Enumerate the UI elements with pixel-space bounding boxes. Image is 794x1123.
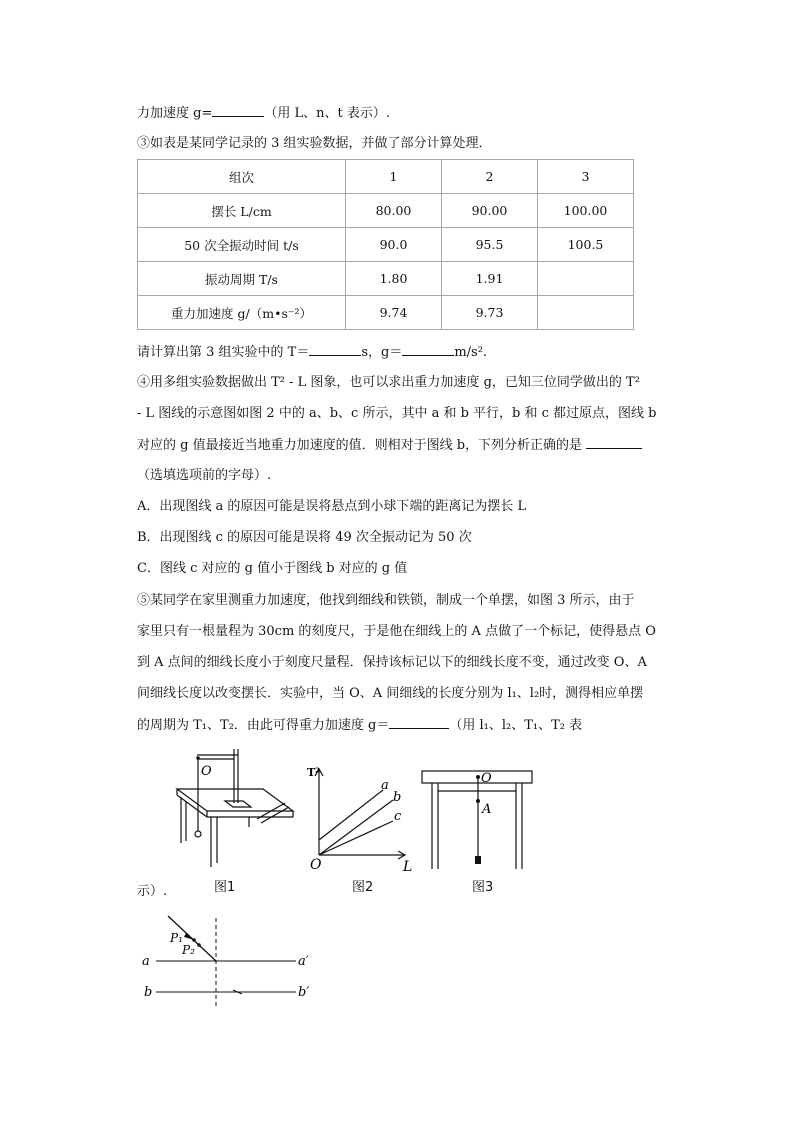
text-line-p4-2: - L 图线的示意图如图 2 中的 a、b、c 所示，其中 a 和 b 平行，b 和 c 都过原点，图线 b [137,406,657,421]
fig3-label-O: O [481,771,492,786]
answer-blank-g2[interactable] [389,716,449,729]
text-line-p5-6: 示）. [137,884,168,899]
fig3-label-A: A [482,802,492,817]
table-header-row [138,160,634,194]
fig4-label-b: b [144,985,153,1000]
table-row [138,262,634,296]
text-line-p5-4: 间细线长度以改变摆长．实验中，当 O、A 间细线的长度分别为 l₁、l₂时，测得相应单摆 [137,686,644,701]
table-cell: 重力加速度 g/（m•s⁻²） [138,296,346,330]
fig2-label-b: b [393,790,402,805]
fig4-label-b-prime: b′ [298,985,310,1000]
answer-blank-T[interactable] [309,343,361,356]
text-line-p4-1: ④用多组实验数据做出 T² - L 图象，也可以求出重力加速度 g，已知三位同学做出的 T² [137,375,640,390]
answer-blank-g[interactable] [402,343,454,356]
table-cell: 9.73 [442,296,538,330]
text-line-p5-1: ⑤某同学在家里测重力加速度，他找到细线和铁锁，制成一个单摆，如图 3 所示，由于 [137,593,635,608]
table-cell [538,262,634,296]
table-cell: 摆长 L/cm [138,194,346,228]
table-cell: 9.74 [346,296,442,330]
fig2-label-a: a [381,778,389,793]
table-cell: 50 次全振动时间 t/s [138,228,346,262]
text-line-g-formula: 力加速度 g= （用 L、n、t 表示）. [137,106,390,121]
fig1-label-O: O [201,764,212,779]
fig2-label-c: c [394,809,402,824]
table-cell: 90.0 [346,228,442,262]
option-c: C．图线 c 对应的 g 值小于图线 b 对应的 g 值 [137,561,408,576]
table-cell: 1.80 [346,262,442,296]
table-row [138,228,634,262]
graph-line-c [319,821,393,855]
table-cell [538,296,634,330]
table-cell: 1.91 [442,262,538,296]
table-row [138,194,634,228]
table-cell: 2 [442,160,538,194]
answer-blank[interactable] [212,104,264,117]
text-line-calc: 请计算出第 3 组实验中的 T＝ s，g＝ m/s². [137,345,488,360]
fig4-label-a-prime: a′ [298,954,309,969]
fig2-ylabel: T² [307,766,321,779]
table-cell: 100.00 [538,194,634,228]
fig2-xlabel: L [403,859,413,872]
option-a: A．出现图线 a 的原因可能是误将悬点到小球下端的距离记为摆长 L [137,499,527,514]
text-line-p5-2: 家里只有一根量程为 30cm 的刻度尺，于是他在细线上的 A 点做了一个标记，使得悬点 O [137,624,656,639]
table-cell: 组次 [138,160,346,194]
text-line-p4-4: （选填选项前的字母）. [137,468,272,483]
table-cell: 95.5 [442,228,538,262]
figure-3-home-pendulum [420,765,535,871]
table-cell: 3 [538,160,634,194]
figure-2-caption: 图2 [352,880,374,895]
text-line-p5-5: 的周期为 T₁、T₂．由此可得重力加速度 g＝ （用 l₁、l₂、T₁、T₂ 表 [137,718,583,733]
data-table [137,159,634,330]
figure-4-refraction [138,910,328,1010]
graph-line-b [319,800,393,855]
figure-1-pendulum-desk [165,745,295,873]
text-line-table-intro: ③如表是某同学记录的 3 组实验数据，并做了部分计算处理． [137,136,492,151]
table-cell: 80.00 [346,194,442,228]
figure-1-caption: 图1 [214,880,236,895]
fig4-label-a: a [142,954,150,969]
table-cell: 振动周期 T/s [138,262,346,296]
fig4-label-P2: P₂ [182,943,195,957]
text-line-p5-3: 到 A 点间的细线长度小于刻度尺量程．保持该标记以下的细线长度不变，通过改变 O、A [137,655,647,670]
fig4-label-P1: P₁ [170,931,183,945]
option-b: B．出现图线 c 的原因可能是误将 49 次全振动记为 50 次 [137,530,472,545]
text-line-p4-3: 对应的 g 值最接近当地重力加速度的值．则相对于图线 b，下列分析正确的是 [137,436,642,455]
fig2-origin: O [310,857,322,872]
answer-blank-choice[interactable] [586,436,642,449]
table-cell: 100.5 [538,228,634,262]
table-cell: 1 [346,160,442,194]
table-row [138,296,634,330]
table-cell: 90.00 [442,194,538,228]
figure-3-caption: 图3 [472,880,494,895]
figure-2-graph [305,760,420,872]
